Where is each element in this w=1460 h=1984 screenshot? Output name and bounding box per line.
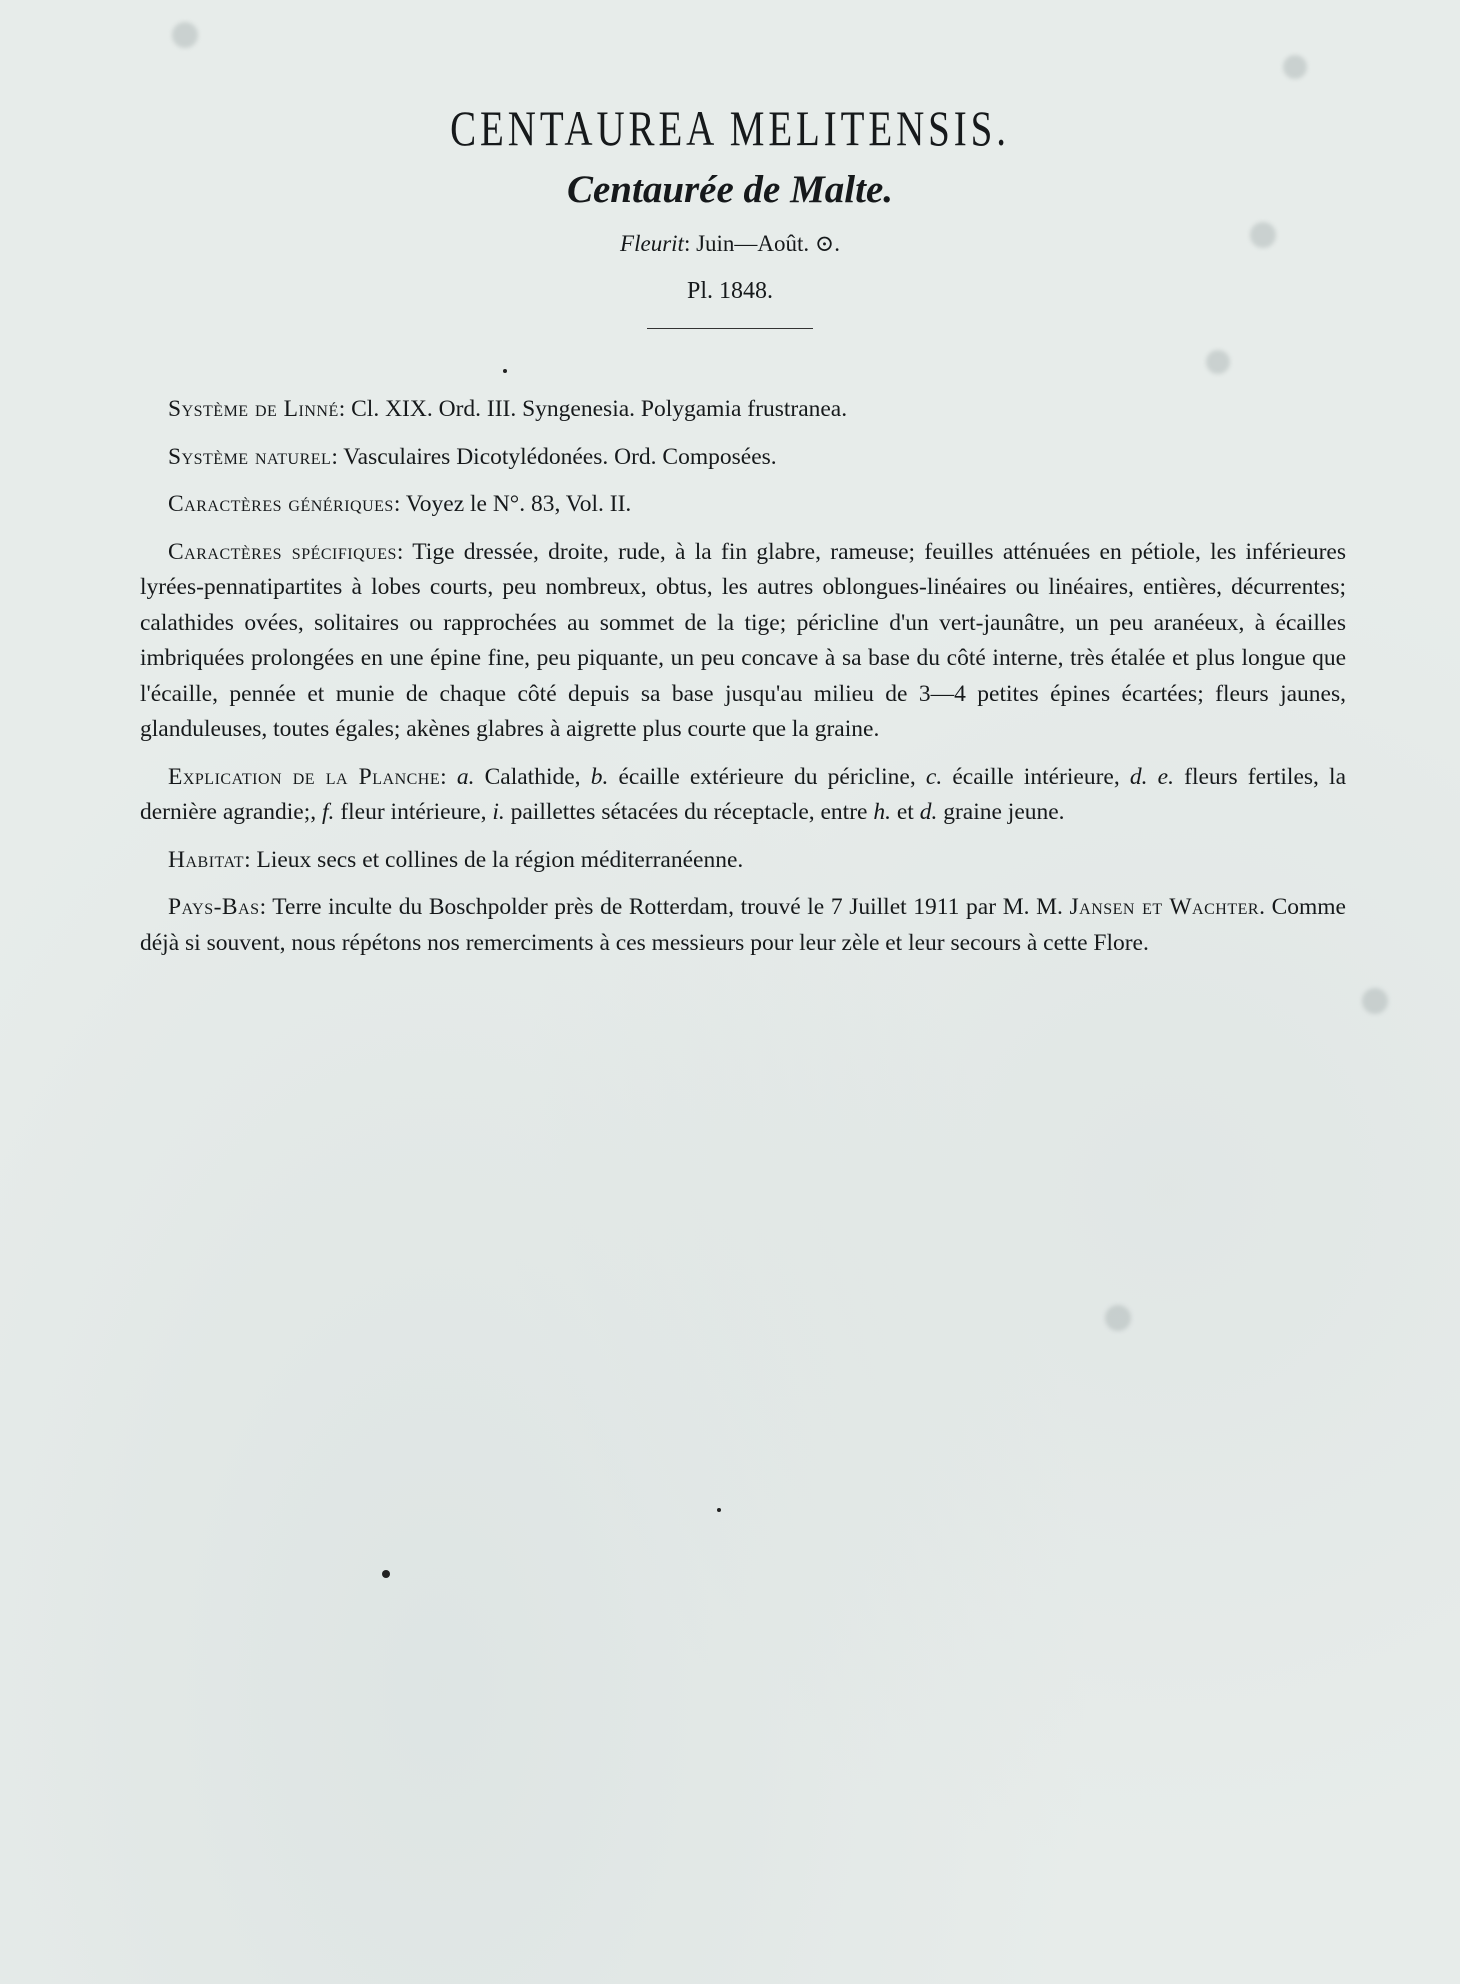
figure-letter: d. (919, 799, 938, 825)
paper-stain (172, 22, 198, 48)
collector-names: Jansen et Wachter (1069, 894, 1260, 920)
paysbas-text: . Comme déjà si souvent, nous répétons nos remerciments à ces messieurs pour leur zèle et leur secours à cette Flore. (140, 894, 1346, 956)
explication-label: Explication de la Planche (168, 763, 441, 790)
specifiques-label: Caractères spécifiques (168, 538, 397, 565)
figure-letter: c. (925, 763, 943, 790)
linne-label: Système de Linné (168, 396, 339, 422)
ink-speck (382, 1570, 390, 1578)
habitat-label: Habitat (168, 846, 245, 873)
paper-stain (1283, 55, 1307, 79)
explication-text: graine jeune. (937, 799, 1065, 825)
divider (647, 328, 813, 329)
linne-paragraph (140, 392, 1346, 428)
description-body (140, 392, 1346, 973)
figure-letter: a. (456, 763, 475, 790)
flowering-line (0, 230, 1460, 258)
plate-number: Pl. 1848. (686, 278, 773, 304)
paysbas-paragraph (140, 890, 1346, 961)
page-subtitle: Centaurée de Malte. (566, 168, 894, 211)
paper-stain (1362, 988, 1388, 1014)
explication-text: et (890, 799, 920, 825)
specifiques-text: : Tige dressée, droite, rude, à la fin glabre, rameuse; feuilles atténuées en pétiole, les inférieures lyrées-pennatipartites à lobes courts, peu nombreux, obtus, les autres oblongues-linéaires ou linéaires, entières, décurrentes; calathides ovées, solitaires ou rapprochées au sommet de la tige; péricline d'un vert-jaunâtre, un peu aranéeux, à écailles imbriquées prolongées en une épine fine, peu piquante, un peu concave à sa base du côté interne, très étalée et plus longue que l'écaille, pennée et munie de chaque côté depuis sa base jusqu'au milieu de 3—4 petites épines écartées; fleurs jaunes, glanduleuses, toutes égales; akènes glabres à aigrette plus courte que la graine. (140, 538, 1346, 742)
naturel-label: Système naturel (168, 443, 332, 470)
paper-stain (1206, 350, 1230, 374)
explication-text: paillettes sétacées du réceptacle, entre (504, 799, 874, 825)
naturel-paragraph (140, 440, 1346, 476)
figure-letter: d. e. (1129, 763, 1174, 790)
explication-paragraph (140, 760, 1346, 831)
figure-letter: b. (590, 763, 609, 790)
explication-text: fleur intérieure, (334, 799, 493, 825)
explication-text: écaille extérieure du péricline, (608, 763, 926, 790)
paysbas-text: : Terre inculte du Boschpolder près de Rotterdam, trouvé le 7 Juillet 1911 par M. M. (259, 894, 1070, 920)
explication-text: fleurs fertiles, la dernière agrandie;, (140, 763, 1347, 825)
flowering-value: : Juin—Août. ⊙. (683, 231, 840, 256)
linne-text: : Cl. XIX. Ord. III. Syngenesia. Polygamia frustranea. (338, 396, 848, 422)
flowering-label: Fleurit (620, 231, 684, 256)
generiques-text: : Voyez le N°. 83, Vol. II. (393, 491, 632, 517)
ink-speck (717, 1508, 721, 1512)
paper-stain (1105, 1305, 1131, 1331)
generiques-paragraph (140, 487, 1346, 523)
explication-text: : (440, 763, 457, 790)
figure-letter: h. (873, 799, 891, 825)
header (0, 100, 1460, 329)
page-title: CENTAUREA MELITENSIS. (450, 100, 1010, 156)
habitat-paragraph (140, 843, 1346, 879)
explication-text: écaille intérieure, (942, 763, 1130, 790)
generiques-label: Caractères génériques (168, 491, 394, 517)
naturel-text: : Vasculaires Dicotylédonées. Ord. Composées. (331, 443, 777, 470)
explication-text: Calathide, (474, 763, 591, 790)
ink-speck (503, 369, 507, 373)
paysbas-label: Pays-Bas (168, 894, 260, 920)
specifiques-paragraph (140, 535, 1346, 748)
figure-letter: f. (322, 799, 335, 825)
habitat-text: : Lieux secs et collines de la région méditerranéenne. (244, 846, 744, 873)
figure-letter: i. (492, 799, 505, 825)
